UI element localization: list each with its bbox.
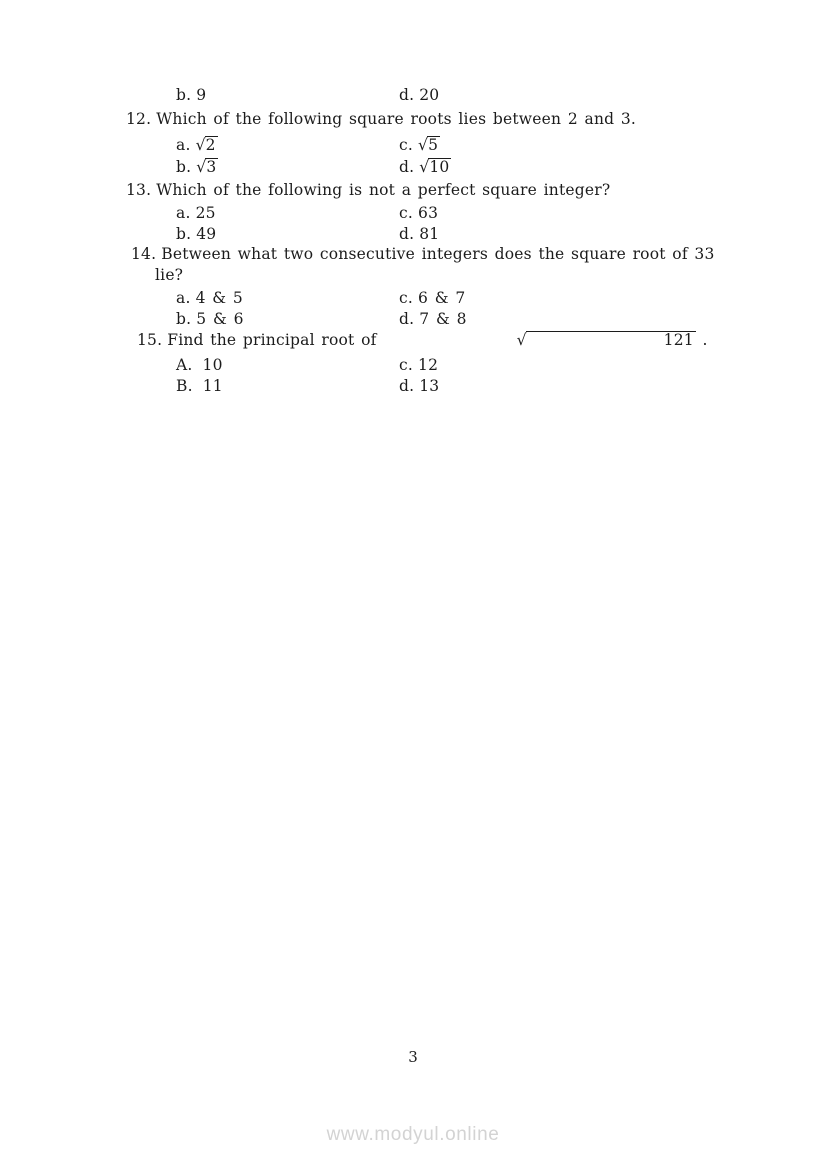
option-15-d: [399, 376, 439, 397]
option-12-a: [176, 135, 218, 156]
option-11-d: [399, 85, 439, 106]
option-14-d: [399, 309, 467, 330]
option-14-c: [399, 288, 465, 309]
option-label: b.: [176, 86, 192, 104]
option-label: A.: [176, 356, 193, 374]
sqrt-expression: [196, 136, 218, 154]
radical-sign: √: [195, 136, 206, 154]
option-label: c.: [399, 356, 414, 374]
question-text: Between what two consecutive integers does the square root of 33: [161, 245, 715, 263]
option-label: b.: [176, 310, 192, 328]
option-12-d: [399, 157, 451, 178]
option-13-c: [399, 203, 438, 224]
option-value: 11: [202, 377, 223, 395]
option-15-c: [399, 355, 438, 376]
option-label: c.: [399, 204, 414, 222]
radicand: 10: [429, 158, 450, 176]
option-label: B.: [176, 377, 193, 395]
option-value: 5 & 6: [196, 310, 244, 328]
option-12-b: [176, 157, 218, 178]
question-14-stem-line-1: [0, 244, 826, 265]
radical-sign: √: [516, 331, 527, 349]
question-13-stem: [0, 180, 826, 201]
option-label: d.: [399, 310, 415, 328]
option-label: d.: [399, 225, 415, 243]
option-value: 25: [195, 204, 216, 222]
question-text-continued: lie?: [155, 266, 184, 284]
question-number: 13.: [126, 181, 152, 199]
radical-sign: √: [196, 158, 207, 176]
option-13-a: [176, 203, 216, 224]
radicand: 3: [206, 158, 217, 176]
radical-sign: √: [419, 158, 430, 176]
watermark: www.modyul.online: [326, 1124, 500, 1145]
option-value: 13: [419, 377, 440, 395]
option-label: d.: [399, 86, 415, 104]
question-text: Find the principal root of: [167, 331, 377, 349]
sqrt-expression: [419, 158, 451, 176]
question-15-stem: [0, 330, 826, 351]
option-value: 4 & 5: [195, 289, 243, 307]
option-value: 10: [202, 356, 223, 374]
option-15-a: [176, 355, 223, 376]
radicand: 2: [205, 136, 216, 154]
page-number: 3: [408, 1048, 418, 1066]
option-label: d.: [399, 377, 415, 395]
option-label: c.: [399, 289, 414, 307]
option-14-a: [176, 288, 243, 309]
option-label: b.: [176, 158, 192, 176]
option-label: a.: [176, 289, 191, 307]
option-value: 20: [419, 86, 440, 104]
sqrt-expression: [380, 331, 696, 349]
question-number: 12.: [126, 110, 152, 128]
option-label: a.: [176, 204, 191, 222]
question-text-after: .: [702, 331, 708, 349]
question-text: Which of the following square roots lies between 2 and 3.: [156, 110, 637, 128]
option-13-d: [399, 224, 439, 245]
sqrt-expression: [418, 136, 440, 154]
radicand: 5: [428, 136, 439, 154]
option-15-b: [176, 376, 223, 397]
option-12-c: [399, 135, 440, 156]
option-11-b: [176, 85, 206, 106]
option-13-b: [176, 224, 216, 245]
option-value: 12: [418, 356, 439, 374]
option-value: 9: [196, 86, 207, 104]
option-value: 81: [419, 225, 440, 243]
option-label: d.: [399, 158, 415, 176]
question-number: 15.: [137, 331, 163, 349]
option-label: b.: [176, 225, 192, 243]
option-value: 49: [196, 225, 217, 243]
question-12-stem: [0, 109, 826, 130]
option-value: 6 & 7: [418, 289, 466, 307]
option-14-b: [176, 309, 244, 330]
question-14-stem-line-2: [0, 265, 826, 286]
radical-sign: √: [418, 136, 429, 154]
option-value: 63: [418, 204, 439, 222]
option-value: 7 & 8: [419, 310, 467, 328]
question-number: 14.: [131, 245, 157, 263]
option-label: c.: [399, 136, 414, 154]
radicand: 121: [526, 331, 696, 349]
sqrt-expression: [196, 158, 218, 176]
option-label: a.: [176, 136, 191, 154]
question-text: Which of the following is not a perfect square integer?: [156, 181, 611, 199]
